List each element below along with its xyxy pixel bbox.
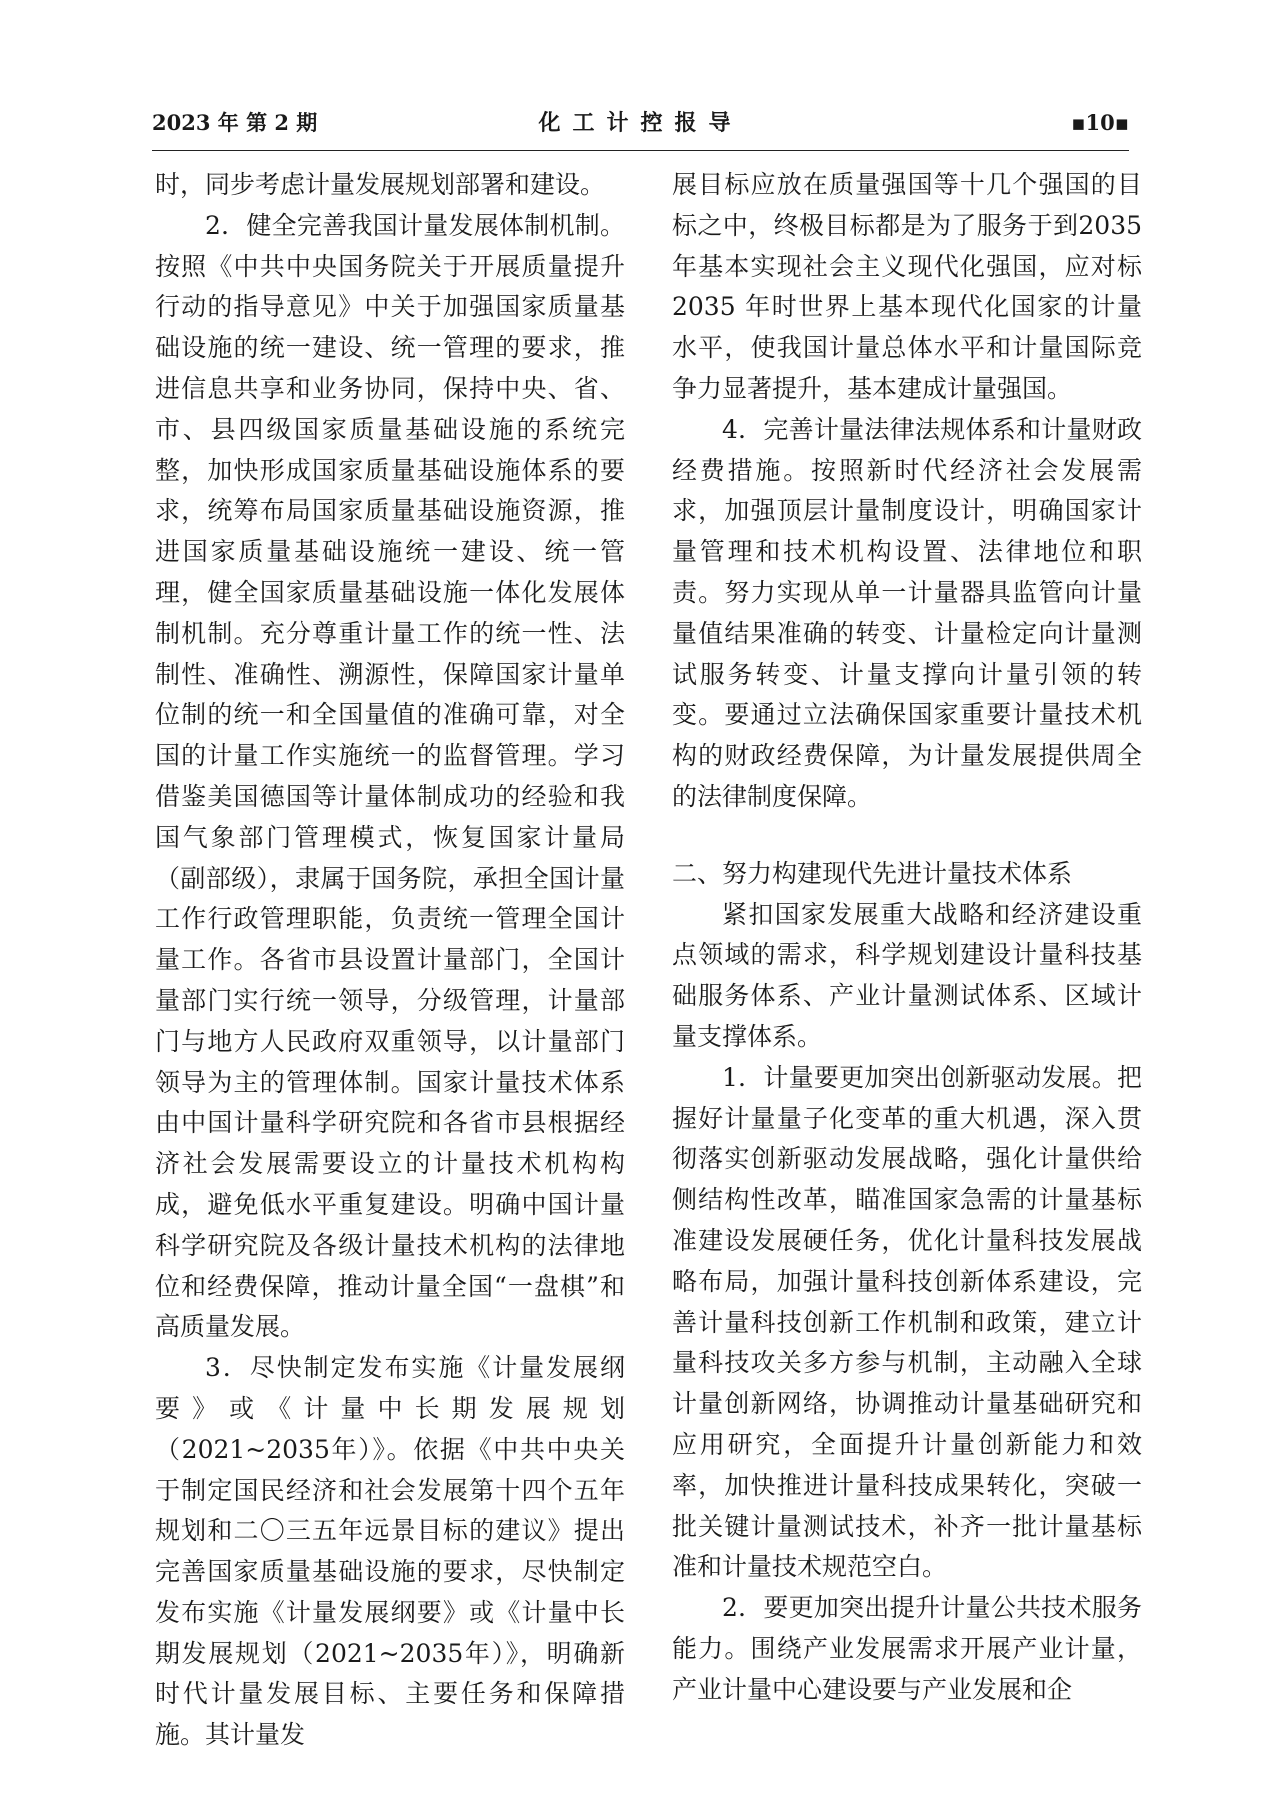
- page-number: ▪10▪: [1071, 110, 1129, 135]
- paragraph: 展目标应放在质量强国等十几个强国的目标之中，终极目标都是为了服务于到2035年基本实现社会主义现代化强国，应对标 2035 年时世界上基本现代化国家的计量水平，使我国计量总体水平和计量国际竞争力显著提升，基本建成计量强国。: [672, 170, 1142, 403]
- paragraph: 4．完善计量法律法规体系和计量财政经费措施。按照新时代经济社会发展需求，加强顶层计量制度设计，明确国家计量管理和技术机构设置、法律地位和职责。努力实现从单一计量器具监管向计量量值结果准确的转变、计量检定向计量测试服务转变、计量支撑向计量引领的转变。要通过立法确保国家重要计量技术机构的财政经费保障，为计量发展提供周全的法律制度保障。: [672, 414, 1142, 811]
- paragraph: 3．尽快制定发布实施《计量发展纲要》或《计量中长期发展规划（2021~2035年）》。依据《中共中央关于制定国民经济和社会发展第十四个五年规划和二〇三五年远景目标的建议》提出完善国家质量基础设施的要求，尽快制定发布实施《计量发展纲要》或《计量中长期发展规划（2021~2035年）》，明确新时代计量发展目标、主要任务和保障措施。其计量发: [155, 1353, 625, 1750]
- page-header: [152, 108, 1129, 138]
- paragraph: 紧扣国家发展重大战略和经济建设重点领域的需求，科学规划建设计量科技基础服务体系、产业计量测试体系、区域计量支撑体系。: [672, 899, 1142, 1051]
- left-column: [155, 165, 625, 1756]
- section-heading: 二、努力构建现代先进计量技术体系: [672, 858, 1073, 888]
- right-column: [672, 165, 1142, 1710]
- paragraph: 2．要更加突出提升计量公共技术服务能力。围绕产业发展需求开展产业计量，产业计量中心建设要与产业发展和企: [672, 1593, 1142, 1704]
- paragraph: 时，同步考虑计量发展规划部署和建设。: [155, 170, 606, 199]
- issue-label: 2023 年 第 2 期: [152, 110, 318, 135]
- paragraph: 2．健全完善我国计量发展体制机制。按照《中共中央国务院关于开展质量提升行动的指导意见》中关于加强国家质量基础设施的统一建设、统一管理的要求，推进信息共享和业务协同，保持中央、省、市、县四级国家质量基础设施的系统完整，加快形成国家质量基础设施体系的要求，统筹布局国家质量基础设施资源，推进国家质量基础设施统一建设、统一管理，健全国家质量基础设施一体化发展体制机制。充分尊重计量工作的统一性、法制性、准确性、溯源性，保障国家计量单位制的统一和全国量值的准确可靠，对全国的计量工作实施统一的监督管理。学习借鉴美国德国等计量体制成功的经验和我国气象部门管理模式，恢复国家计量局（副部级），隶属于国务院，承担全国计量工作行政管理职能，负责统一管理全国计量工作。各省市县设置计量部门，全国计量部门实行统一领导，分级管理，计量部门与地方人民政府双重领导，以计量部门领导为主的管理体制。国家计量技术体系由中国计量科学研究院和各省市县根据经济社会发展需要设立的计量技术机构构成，避免低水平重复建设。明确中国计量科学研究院及各级计量技术机构的法律地位和经费保障，推动计量全国“一盘棋”和高质量发展。: [155, 210, 625, 1342]
- header-divider: [152, 150, 1129, 151]
- paragraph: 1．计量要更加突出创新驱动发展。把握好计量量子化变革的重大机遇，深入贯彻落实创新驱动发展战略，强化计量供给侧结构性改革，瞄准国家急需的计量基标准建设发展硬任务，优化计量科技发展战略布局，加强计量科技创新体系建设，完善计量科技创新工作机制和政策，建立计量科技攻关多方参与机制，主动融入全球计量创新网络，协调推动计量基础研究和应用研究，全面提升计量创新能力和效率，加快推进计量科技成果转化，突破一批关键计量测试技术，补齐一批计量基标准和计量技术规范空白。: [672, 1062, 1142, 1582]
- journal-title: 化工计控报导: [538, 110, 743, 136]
